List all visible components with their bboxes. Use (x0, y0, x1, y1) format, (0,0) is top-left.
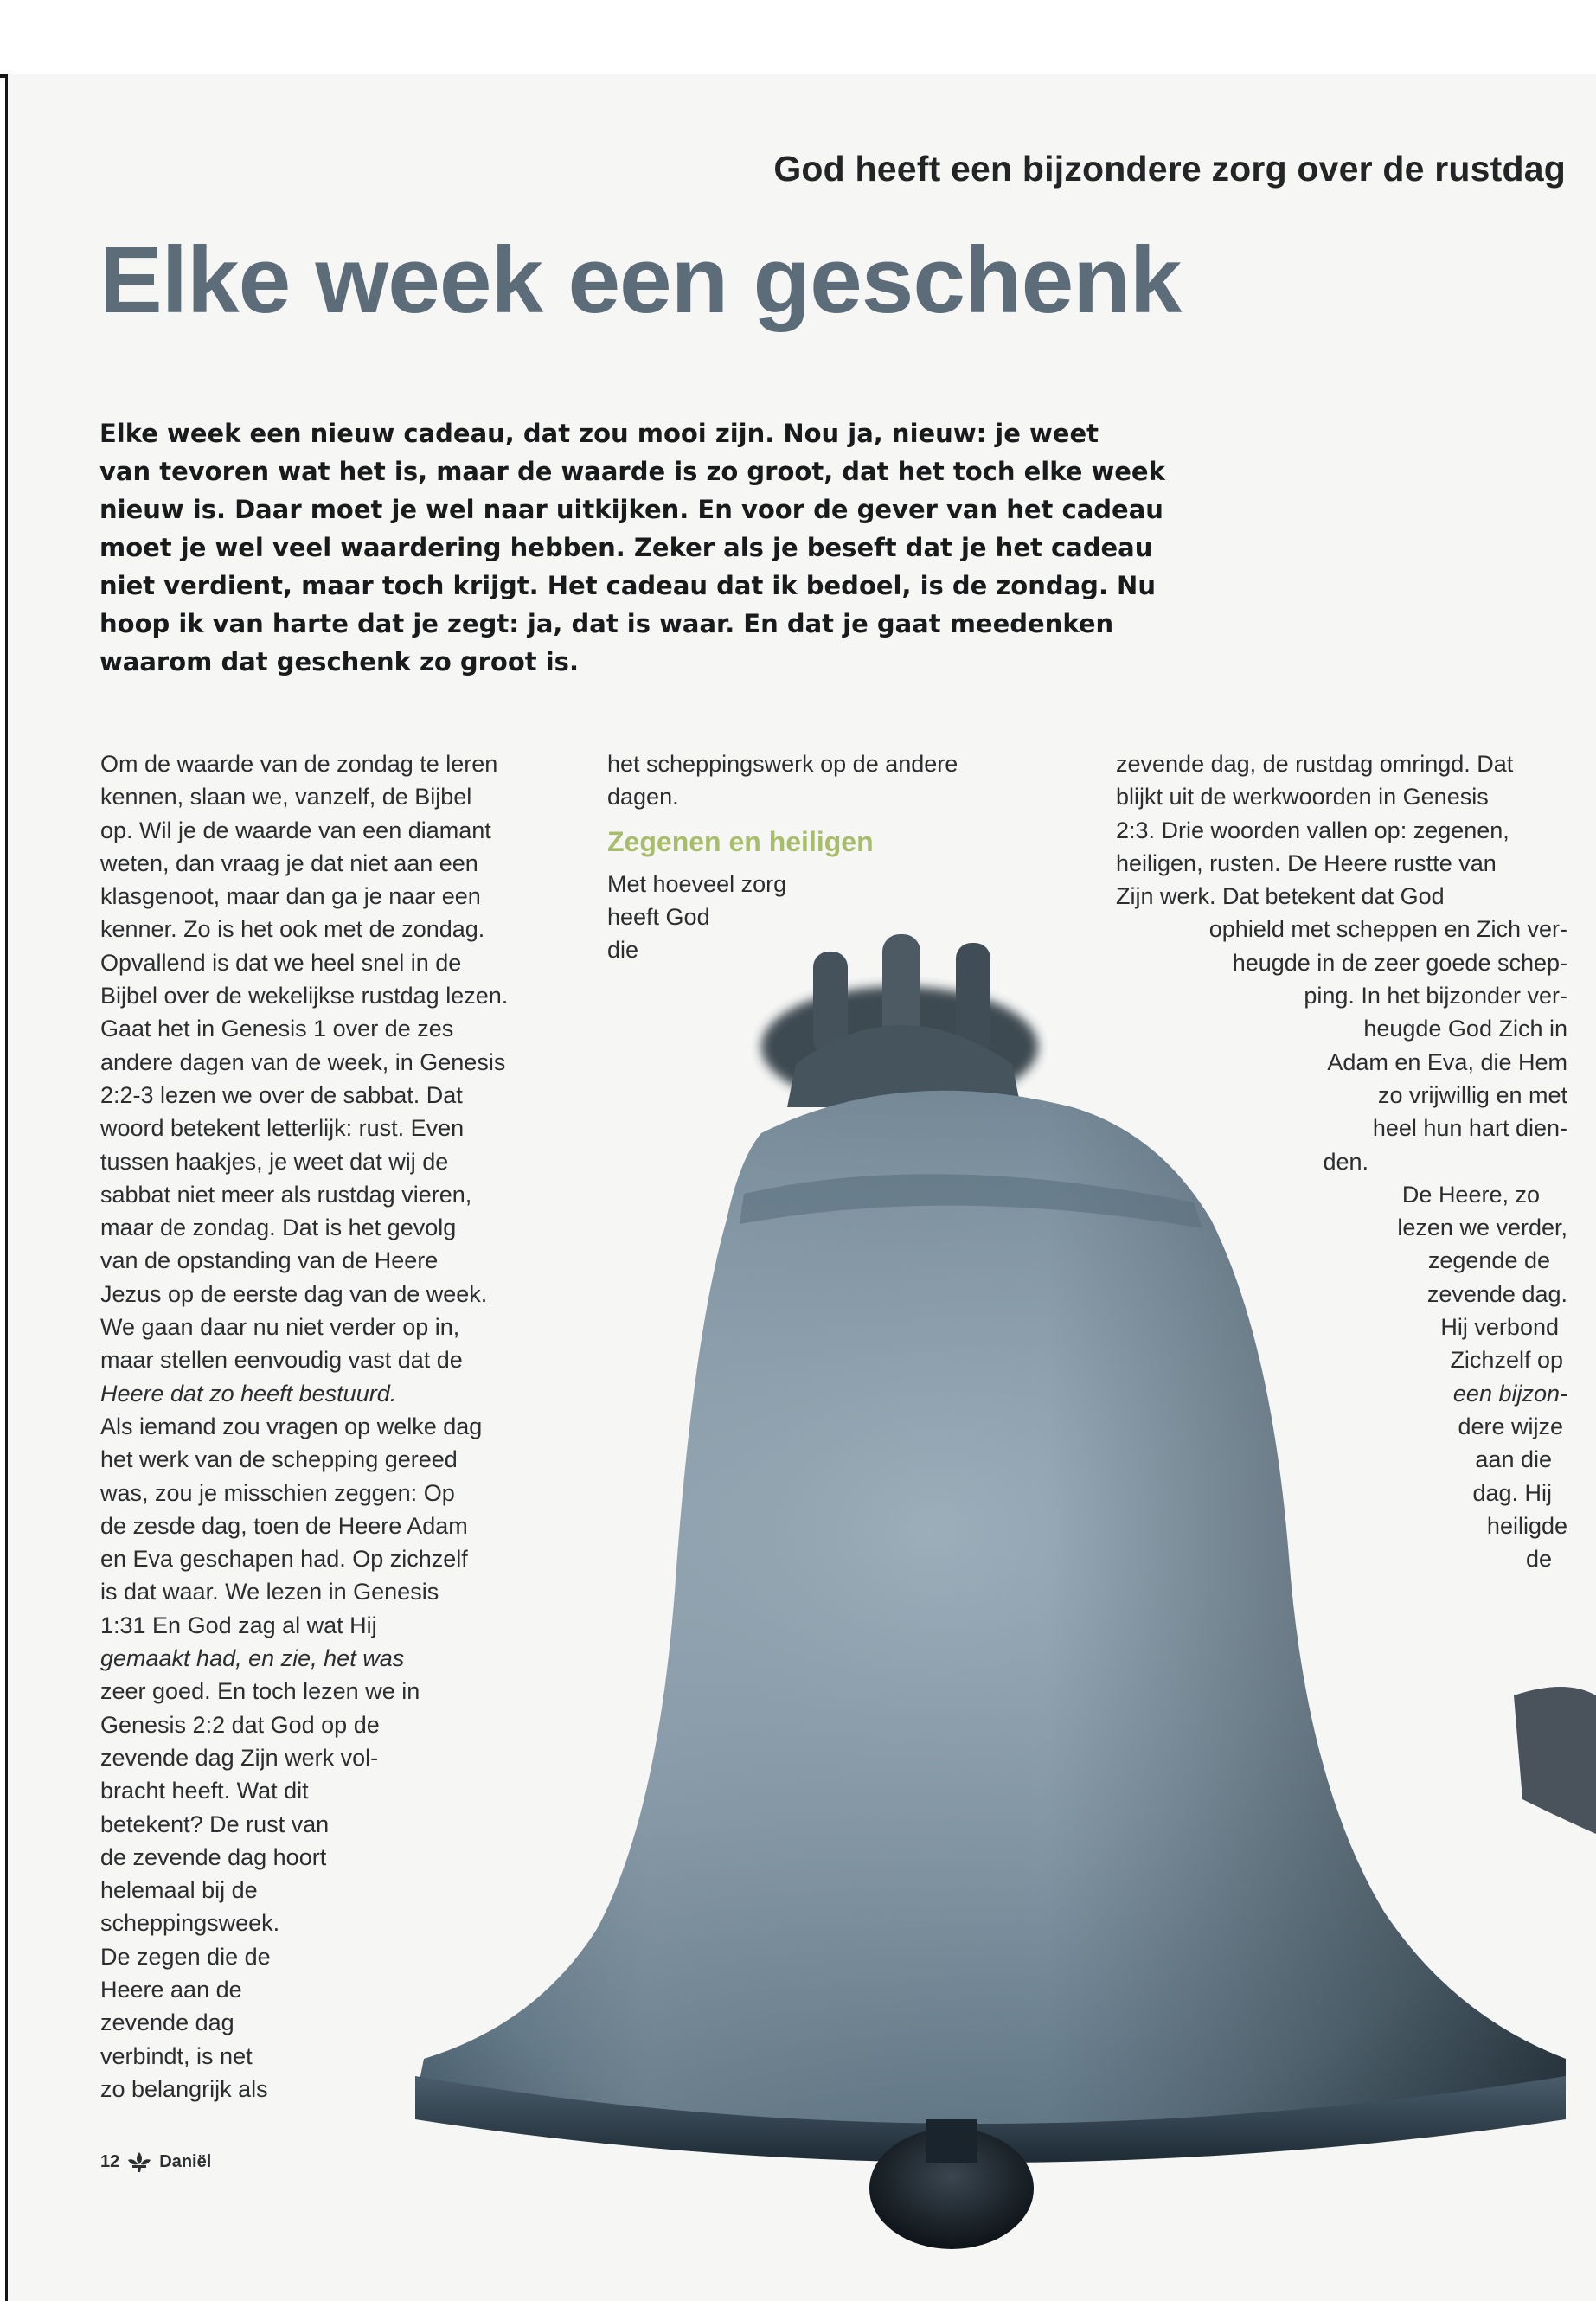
body-line: 1:31 En God zag al wat Hij (100, 1612, 377, 1638)
body-line: scheppingsweek. (100, 1910, 280, 1937)
body-line: zegende de (1427, 1247, 1550, 1274)
body-line: het scheppingswerk op de andere (607, 751, 958, 777)
body-column-2 (607, 747, 1057, 966)
body-line: en Eva geschapen had. Op zichzelf (100, 1546, 468, 1573)
body-line: heugde in de zeer goede schep- (1232, 949, 1567, 976)
body-line: lezen we verder, (1397, 1215, 1567, 1241)
body-line: is dat waar. We lezen in Genesis (100, 1579, 439, 1606)
body-line: de zesde dag, toen de Heere Adam (100, 1512, 468, 1539)
kicker: God heeft een bijzondere zorg over de rustdag (773, 149, 1566, 189)
fleur-de-lis-icon (126, 2150, 152, 2173)
body-line: zevende dag. (1426, 1280, 1567, 1307)
body-line: betekent? De rust van (100, 1811, 330, 1837)
body-line: heugde God Zich in (1363, 1016, 1567, 1042)
body-line: helemaal bij de (100, 1877, 258, 1904)
body-line: Genesis 2:2 dat God op de (100, 1711, 380, 1738)
body-line: Bijbel over de wekelijkse rustdag lezen. (100, 983, 509, 1009)
body-line: was, zou je misschien zeggen: Op (100, 1479, 455, 1506)
body-line: heel hun hart dien- (1372, 1115, 1567, 1142)
body-line: sabbat niet meer als rustdag vieren, (100, 1181, 472, 1208)
body-line: Zijn werk. Dat betekent dat God (1116, 883, 1445, 910)
body-line: heeft God (607, 903, 710, 930)
body-line: Met hoeveel zorg (607, 870, 787, 897)
body-line: zevende dag (100, 2009, 234, 2036)
body-line: De Heere, zo (1401, 1181, 1540, 1208)
body-line: weten, dan vraag je dat niet aan een (100, 849, 478, 876)
body-line: verbindt, is net (100, 2042, 253, 2069)
body-line: gemaakt had, en zie, het was (100, 1645, 405, 1672)
intro-line: niet verdient, maar toch krijgt. Het cadeau dat ik bedoel, is de zondag. Nu (99, 571, 1156, 600)
body-line: 2:2-3 lezen we over de sabbat. Dat (100, 1081, 463, 1108)
body-line: ping. In het bijzonder ver- (1304, 983, 1567, 1009)
body-line: Hij verbond (1440, 1314, 1559, 1341)
body-line: dere wijze (1458, 1413, 1563, 1439)
body-line: op. Wil je de waarde van een diamant (100, 817, 491, 843)
body-line: aan die (1475, 1446, 1552, 1473)
body-line: bracht heeft. Wat dit (100, 1778, 309, 1804)
body-line: woord betekent letterlijk: rust. Even (100, 1115, 465, 1142)
body-line: Heere dat zo heeft bestuurd. (100, 1380, 397, 1407)
body-line: zevende dag, de rustdag omringd. Dat (1116, 751, 1514, 777)
body-line: den. (1323, 1148, 1368, 1175)
body-line: het werk van de schepping gereed (100, 1446, 458, 1473)
page-footer (100, 2150, 211, 2173)
intro-line: moet je wel veel waardering hebben. Zeker als je beseft dat je het cadeau (99, 533, 1153, 562)
intro-line: nieuw is. Daar moet je wel naar uitkijken. En voor de gever van het cadeau (99, 495, 1163, 524)
body-line: zeer goed. En toch lezen we in (100, 1678, 420, 1705)
intro-line: hoop ik van harte dat je zegt: ja, dat is waar. En dat je gaat meedenken (99, 609, 1114, 638)
body-line: tussen haakjes, je weet dat wij de (100, 1148, 449, 1175)
body-line: dagen. (607, 784, 679, 811)
body-line: Heere aan de (100, 1976, 242, 2003)
body-line: blijkt uit de werkwoorden in Genesis (1116, 784, 1489, 811)
body-line: klasgenoot, maar dan ga je naar een (100, 883, 481, 910)
page-title: Elke week een geschenk (99, 228, 1182, 333)
intro-line: van tevoren wat het is, maar de waarde is zo groot, dat het toch elke week (99, 457, 1165, 486)
section-subheading: Zegenen en heiligen (607, 825, 874, 857)
body-line: zo vrijwillig en met (1377, 1081, 1567, 1108)
intro-line: Elke week een nieuw cadeau, dat zou mooi zijn. Nou ja, nieuw: je weet (99, 419, 1099, 448)
body-line: zevende dag Zijn werk vol- (100, 1744, 379, 1771)
body-line: We gaan daar nu niet verder op in, (100, 1314, 460, 1341)
body-line: van de opstanding van de Heere (100, 1247, 439, 1274)
magazine-name: Daniël (159, 2151, 212, 2171)
body-column-1 (100, 747, 567, 2106)
body-line: de (1525, 1546, 1552, 1573)
body-line: heiligde (1486, 1512, 1567, 1539)
body-line: Gaat het in Genesis 1 over de zes (100, 1016, 454, 1042)
body-line: maar de zondag. Dat is het gevolg (100, 1215, 457, 1241)
body-line: kenner. Zo is het ook met de zondag. (100, 916, 485, 943)
body-line: een bijzon- (1452, 1380, 1567, 1407)
body-line: de zevende dag hoort (100, 1843, 327, 1870)
body-line: die (607, 937, 639, 964)
intro-paragraph (99, 414, 1165, 681)
body-column-3 (1116, 747, 1567, 1575)
page-number: 12 (100, 2151, 120, 2171)
body-line: Opvallend is dat we heel snel in de (100, 949, 462, 976)
body-line: zo belangrijk als (100, 2075, 268, 2102)
body-line: ophield met scheppen en Zich ver- (1208, 916, 1567, 943)
body-line: heiligen, rusten. De Heere rustte van (1116, 849, 1497, 876)
intro-line: waarom dat geschenk zo groot is. (99, 647, 579, 676)
body-line: Zichzelf op (1450, 1347, 1563, 1374)
body-line: andere dagen van de week, in Genesis (100, 1048, 506, 1075)
body-line: maar stellen eenvoudig vast dat de (100, 1347, 463, 1374)
body-line: 2:3. Drie woorden vallen op: zegenen, (1116, 817, 1509, 843)
body-line: kennen, slaan we, vanzelf, de Bijbel (100, 784, 472, 811)
body-line: Als iemand zou vragen op welke dag (100, 1413, 483, 1439)
body-line: Jezus op de eerste dag van de week. (100, 1280, 488, 1307)
body-line: dag. Hij (1472, 1479, 1552, 1506)
body-line: Adam en Eva, die Hem (1327, 1048, 1567, 1075)
body-line: Om de waarde van de zondag te leren (100, 751, 498, 777)
body-line: De zegen die de (100, 1943, 271, 1970)
